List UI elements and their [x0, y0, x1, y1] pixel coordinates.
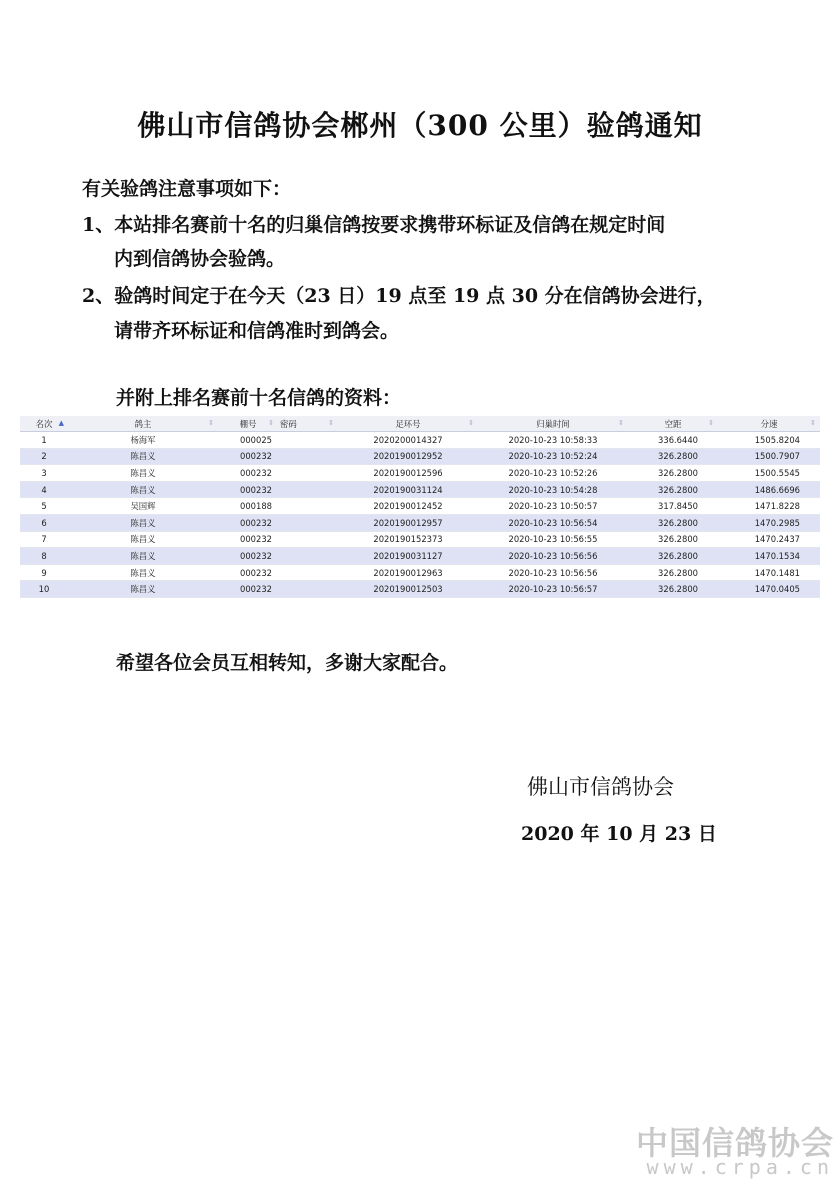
cell-time: 2020-10-23 10:56:54	[478, 514, 628, 531]
cell-speed: 1471.8228	[718, 498, 820, 515]
cell-time: 2020-10-23 10:58:33	[478, 432, 628, 449]
cell-distance: 326.2800	[628, 531, 718, 548]
cell-speed: 1500.7907	[718, 448, 820, 465]
table-row[interactable]	[20, 564, 820, 581]
cell-code	[278, 581, 338, 598]
cell-ring: 2020190012596	[338, 465, 478, 482]
table-row[interactable]	[20, 481, 820, 498]
table-row[interactable]	[20, 531, 820, 548]
cell-owner: 陈昌义	[68, 531, 218, 548]
cell-code	[278, 531, 338, 548]
cell-time: 2020-10-23 10:52:24	[478, 448, 628, 465]
cell-distance: 326.2800	[628, 564, 718, 581]
cell-code	[278, 465, 338, 482]
cell-rank: 1	[20, 432, 68, 449]
cell-ring: 2020190012452	[338, 498, 478, 515]
sort-both-icon[interactable]: ⇕	[618, 419, 624, 427]
cell-shed: 000232	[218, 548, 278, 565]
column-header-speed[interactable]: 分速 ⇕	[718, 416, 820, 432]
cell-time: 2020-10-23 10:56:57	[478, 581, 628, 598]
cell-shed: 000232	[218, 581, 278, 598]
cell-rank: 7	[20, 531, 68, 548]
sort-both-icon[interactable]: ⇕	[208, 419, 214, 427]
watermark-url: www.crpa.cn	[646, 1155, 834, 1179]
cell-speed: 1470.1481	[718, 564, 820, 581]
column-header-distance[interactable]: 空距 ⇕	[628, 416, 718, 432]
ranking-table	[20, 416, 820, 598]
cell-rank: 2	[20, 448, 68, 465]
cell-rank: 6	[20, 514, 68, 531]
cell-shed: 000188	[218, 498, 278, 515]
cell-speed: 1486.6696	[718, 481, 820, 498]
cell-shed: 000232	[218, 514, 278, 531]
item-1-line-1: 1、本站排名赛前十名的归巢信鸽按要求携带环标证及信鸽在规定时间	[82, 214, 666, 236]
cell-ring: 2020190012503	[338, 581, 478, 598]
cell-owner: 陈昌义	[68, 481, 218, 498]
signature-organization: 佛山市信鸽协会	[527, 775, 674, 799]
column-header-time[interactable]: 归巢时间 ⇕	[478, 416, 628, 432]
cell-ring: 2020190012963	[338, 564, 478, 581]
watermark-name: 中国信鸽协会	[635, 1124, 834, 1162]
cell-speed: 1470.2985	[718, 514, 820, 531]
sort-both-icon[interactable]: ⇕	[810, 419, 816, 427]
cell-owner: 陈昌义	[68, 514, 218, 531]
cell-owner: 陈昌义	[68, 448, 218, 465]
sort-both-icon[interactable]: ⇕	[708, 419, 714, 427]
table-row[interactable]	[20, 465, 820, 482]
closing-text: 希望各位会员互相转知，多谢大家配合。	[116, 652, 459, 674]
cell-ring: 2020190031127	[338, 548, 478, 565]
cell-distance: 326.2800	[628, 448, 718, 465]
cell-rank: 4	[20, 481, 68, 498]
cell-rank: 3	[20, 465, 68, 482]
cell-ring: 2020190012957	[338, 514, 478, 531]
cell-owner: 陈昌义	[68, 564, 218, 581]
cell-speed: 1505.8204	[718, 432, 820, 449]
cell-distance: 317.8450	[628, 498, 718, 515]
cell-ring: 2020190012952	[338, 448, 478, 465]
cell-shed: 000232	[218, 465, 278, 482]
item-2-line-2: 请带齐环标证和信鸽准时到鸽会。	[114, 320, 400, 342]
signature-date: 2020 年 10 月 23 日	[521, 823, 717, 845]
cell-owner: 陈昌义	[68, 465, 218, 482]
cell-time: 2020-10-23 10:56:56	[478, 548, 628, 565]
cell-owner: 吴国辉	[68, 498, 218, 515]
cell-shed: 000025	[218, 432, 278, 449]
cell-code	[278, 514, 338, 531]
attachment-intro: 并附上排名赛前十名信鸽的资料：	[116, 387, 402, 409]
cell-code	[278, 481, 338, 498]
table-row[interactable]	[20, 498, 820, 515]
column-header-code[interactable]: 密码 ⇕	[278, 416, 338, 432]
cell-speed: 1470.0405	[718, 581, 820, 598]
cell-ring: 2020190152373	[338, 531, 478, 548]
table-row[interactable]	[20, 581, 820, 598]
cell-shed: 000232	[218, 531, 278, 548]
sort-both-icon[interactable]: ⇕	[268, 419, 274, 427]
cell-distance: 326.2800	[628, 548, 718, 565]
cell-code	[278, 548, 338, 565]
item-1-line-2: 内到信鸽协会验鸽。	[114, 248, 286, 270]
table-row[interactable]	[20, 432, 820, 449]
sort-up-icon[interactable]: ▲	[58, 419, 64, 427]
sort-both-icon[interactable]: ⇕	[328, 419, 334, 427]
table-row[interactable]	[20, 548, 820, 565]
cell-code	[278, 432, 338, 449]
cell-code	[278, 448, 338, 465]
cell-speed: 1470.2437	[718, 531, 820, 548]
cell-shed: 000232	[218, 448, 278, 465]
cell-owner: 陈昌义	[68, 581, 218, 598]
cell-owner: 陈昌义	[68, 548, 218, 565]
column-header-ring[interactable]: 足环号 ⇕	[338, 416, 478, 432]
item-2-line-1: 2、验鸽时间定于在今天（23 日）19 点至 19 点 30 分在信鸽协会进行，	[82, 285, 716, 307]
cell-rank: 5	[20, 498, 68, 515]
table-row[interactable]	[20, 514, 820, 531]
cell-time: 2020-10-23 10:54:28	[478, 481, 628, 498]
cell-distance: 326.2800	[628, 481, 718, 498]
cell-owner: 杨海军	[68, 432, 218, 449]
cell-time: 2020-10-23 10:52:26	[478, 465, 628, 482]
cell-ring: 2020200014327	[338, 432, 478, 449]
table-header-row	[20, 416, 820, 432]
cell-time: 2020-10-23 10:56:56	[478, 564, 628, 581]
cell-distance: 326.2800	[628, 514, 718, 531]
cell-speed: 1470.1534	[718, 548, 820, 565]
table-row[interactable]	[20, 448, 820, 465]
document-title: 佛山市信鸽协会郴州（300 公里）验鸽通知	[137, 109, 703, 142]
cell-distance: 336.6440	[628, 432, 718, 449]
column-header-owner[interactable]: 鸽主 ⇕	[68, 416, 218, 432]
cell-shed: 000232	[218, 564, 278, 581]
cell-rank: 9	[20, 564, 68, 581]
sort-both-icon[interactable]: ⇕	[468, 419, 474, 427]
intro-text: 有关验鸽注意事项如下：	[82, 178, 292, 200]
cell-time: 2020-10-23 10:56:55	[478, 531, 628, 548]
cell-speed: 1500.5545	[718, 465, 820, 482]
column-header-rank[interactable]: 名次 ▲	[20, 416, 68, 432]
cell-rank: 10	[20, 581, 68, 598]
cell-code	[278, 564, 338, 581]
cell-distance: 326.2800	[628, 465, 718, 482]
cell-code	[278, 498, 338, 515]
cell-distance: 326.2800	[628, 581, 718, 598]
cell-time: 2020-10-23 10:50:57	[478, 498, 628, 515]
cell-shed: 000232	[218, 481, 278, 498]
cell-rank: 8	[20, 548, 68, 565]
column-header-shed[interactable]: 棚号 ⇕	[218, 416, 278, 432]
cell-ring: 2020190031124	[338, 481, 478, 498]
